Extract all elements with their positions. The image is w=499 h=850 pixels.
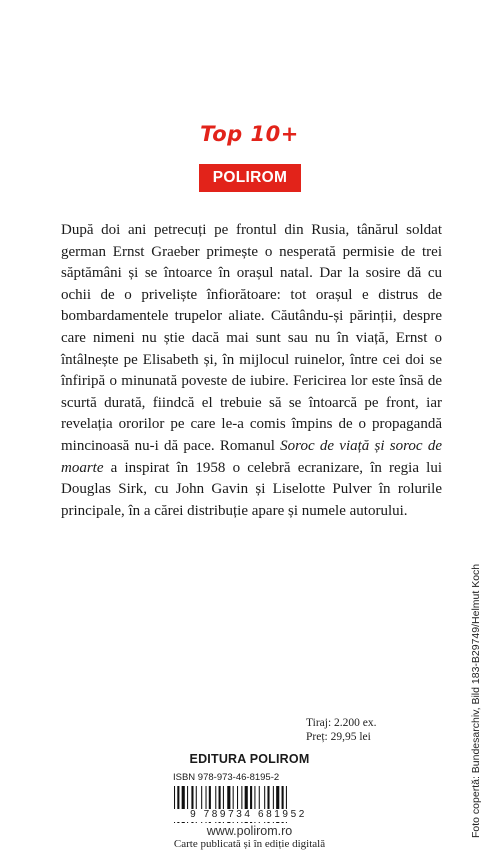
photo-credit: Foto copertă: Bundesarchiv, Bild 183-B29749/Helmut Koch <box>470 563 482 838</box>
isbn-number: ISBN 978-973-46-8195-2 <box>173 772 280 783</box>
blurb-book-title: Soroc de viață și soroc de moarte <box>61 437 443 476</box>
publisher-name: EDITURA POLIROM <box>189 752 310 766</box>
publisher-website[interactable]: www.polirom.ro <box>206 824 293 838</box>
back-cover-blurb <box>61 220 442 522</box>
print-run: Tiraj: 2.200 ex. <box>306 717 377 729</box>
blurb-paragraph <box>61 220 442 522</box>
digital-edition-note: Carte publicată și în ediție digitală <box>173 838 326 850</box>
barcode-digits: 9 789734 681952 <box>172 809 325 822</box>
blurb-text-part2: a inspirat în 1958 o celebră ecranizare, în regia lui Douglas Sirk, cu John Gavin și Liselotte Pulver în rolurile principale, în a cărei distribuție apare și numele autorului. <box>61 459 442 519</box>
polirom-badge: POLIROM <box>199 164 301 192</box>
blurb-text-part1: După doi ani petrecuți pe frontul din Rusia, tânărul soldat german Ernst Graeber primește o nesperată permisie de trei săptămâni și se întoarce în orașul natal. Dar la sosire dă cu ochii de o priveliște înfiorătoare: tot orașul e distrus de bombardamentele trupelor aliate. Căutându-și părinții, despre care nimeni nu știe dacă mai sunt sau nu în viață, Ernst o întâlnește pe Elisabeth și, în mijlocul ruinelor, între cei doi se înfiripă o minunată poveste de iubire. Fericirea lor este însă de scurtă durată, fiindcă el trebuie să se întoarcă pe front, iar revelația ororilor pe care le-a comis împins de o propagandă mincinoasă nu-i dă pace. Romanul <box>61 222 442 454</box>
price-label: Preț: 29,95 lei <box>306 731 371 743</box>
series-logo-top10: Top 10+ <box>200 122 299 146</box>
print-info <box>306 716 377 744</box>
